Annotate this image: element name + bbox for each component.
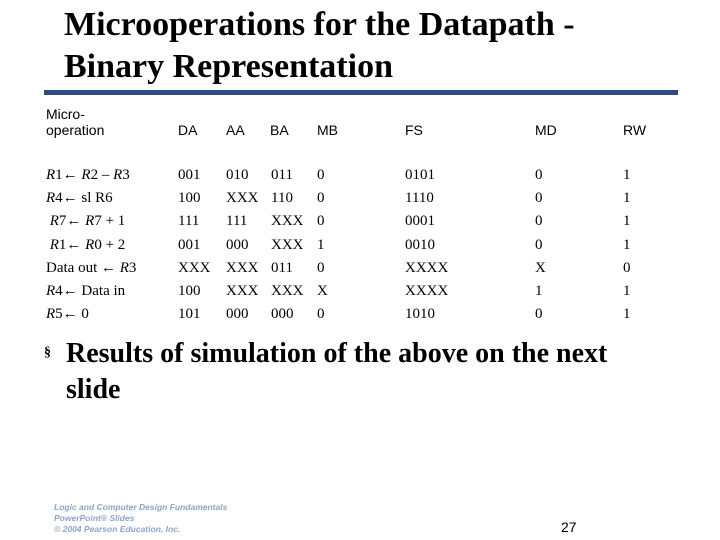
aa-cell: 000 [226, 236, 249, 253]
footer-line: Logic and Computer Design Fundamentals [54, 502, 228, 512]
fs-column [405, 164, 448, 326]
aa-column [226, 164, 259, 326]
md-cell: 0 [535, 213, 543, 230]
ba-cell: 110 [271, 190, 293, 207]
ba-cell: XXX [271, 213, 304, 230]
fs-cell: 1110 [405, 190, 434, 207]
rw-cell: 1 [623, 236, 631, 253]
micro-operation-cell: R5← 0 [46, 306, 89, 323]
fs-cell: 1010 [405, 306, 435, 323]
header-fs: FS [405, 122, 423, 138]
publisher-footer [54, 502, 227, 535]
fs-cell: 0001 [405, 213, 435, 230]
mb-cell: 0 [317, 190, 325, 207]
aa-cell: 000 [226, 306, 249, 323]
rw-cell: 1 [623, 283, 631, 300]
header-md: MD [535, 122, 557, 138]
aa-cell: XXX [226, 259, 259, 276]
fs-cell: 0101 [405, 167, 435, 183]
md-cell: 0 [535, 306, 543, 323]
rw-cell: 1 [623, 190, 631, 207]
header-ba: BA [270, 122, 289, 138]
da-cell: XXX [178, 259, 211, 276]
md-cell: 0 [535, 236, 543, 253]
ba-cell: 000 [271, 306, 294, 323]
aa-cell: 010 [226, 167, 249, 183]
da-cell: 101 [178, 306, 201, 323]
mb-cell: 0 [317, 259, 325, 276]
mb-cell: 0 [317, 167, 325, 183]
fs-cell: XXXX [405, 259, 449, 276]
md-cell: 0 [535, 167, 543, 183]
micro-operation-cell: R1← R0 + 2 [49, 236, 126, 253]
da-cell: 100 [178, 283, 201, 300]
rw-column [623, 164, 631, 326]
aa-cell: XXX [226, 283, 259, 300]
header-aa: AA [226, 122, 245, 138]
ba-cell: XXX [271, 236, 304, 253]
ba-column [271, 164, 304, 326]
fs-cell: XXXX [405, 283, 449, 300]
rw-cell: 1 [623, 167, 631, 183]
ba-cell: 011 [271, 167, 293, 183]
rw-cell: 0 [623, 259, 631, 276]
bullet-mark-icon: § [44, 345, 51, 360]
micro-operation-cell: R1← R2 – R3 [46, 167, 130, 183]
header-mb: MB [317, 122, 338, 138]
mb-column [317, 164, 328, 326]
mb-cell: X [317, 283, 328, 300]
header-da: DA [178, 122, 198, 138]
header-micro-operation: Micro- operation [46, 106, 105, 138]
md-cell: 1 [535, 283, 543, 300]
ba-cell: 011 [271, 259, 293, 276]
da-cell: 001 [178, 236, 201, 253]
micro-operation-cell: R4← Data in [46, 283, 126, 300]
title-rule [44, 90, 678, 95]
slide-title-line-1: Microoperations for the Datapath - [64, 6, 575, 43]
aa-cell: XXX [226, 190, 259, 207]
micro-operation-cell: R4← sl R6 [46, 190, 113, 207]
md-column [535, 164, 546, 326]
rw-cell: 1 [623, 306, 631, 323]
slide-title [64, 4, 575, 88]
micro-operation-column [46, 164, 136, 326]
micro-operation-cell: R7← R7 + 1 [49, 213, 126, 230]
mb-cell: 1 [317, 236, 325, 253]
fs-cell: 0010 [405, 236, 435, 253]
mb-cell: 0 [317, 306, 325, 323]
da-cell: 100 [178, 190, 201, 207]
ba-cell: XXX [271, 283, 304, 300]
page-number: 27 [561, 519, 577, 535]
slide-title-line-2: Binary Representation [64, 48, 393, 85]
rw-cell: 1 [623, 213, 631, 230]
mb-cell: 0 [317, 213, 325, 230]
footer-line: © 2004 Pearson Education, Inc. [54, 524, 181, 534]
aa-cell: 111 [226, 213, 248, 230]
header-rw: RW [623, 122, 647, 138]
da-cell: 001 [178, 167, 201, 183]
da-column [178, 164, 211, 326]
md-cell: X [535, 259, 546, 276]
md-cell: 0 [535, 190, 543, 207]
bullet-text: Results of simulation of the above on the next slide [66, 338, 608, 405]
micro-operation-cell: Data out ← R3 [46, 259, 137, 276]
footer-line: PowerPoint® Slides [54, 513, 135, 523]
da-cell: 111 [178, 213, 200, 230]
